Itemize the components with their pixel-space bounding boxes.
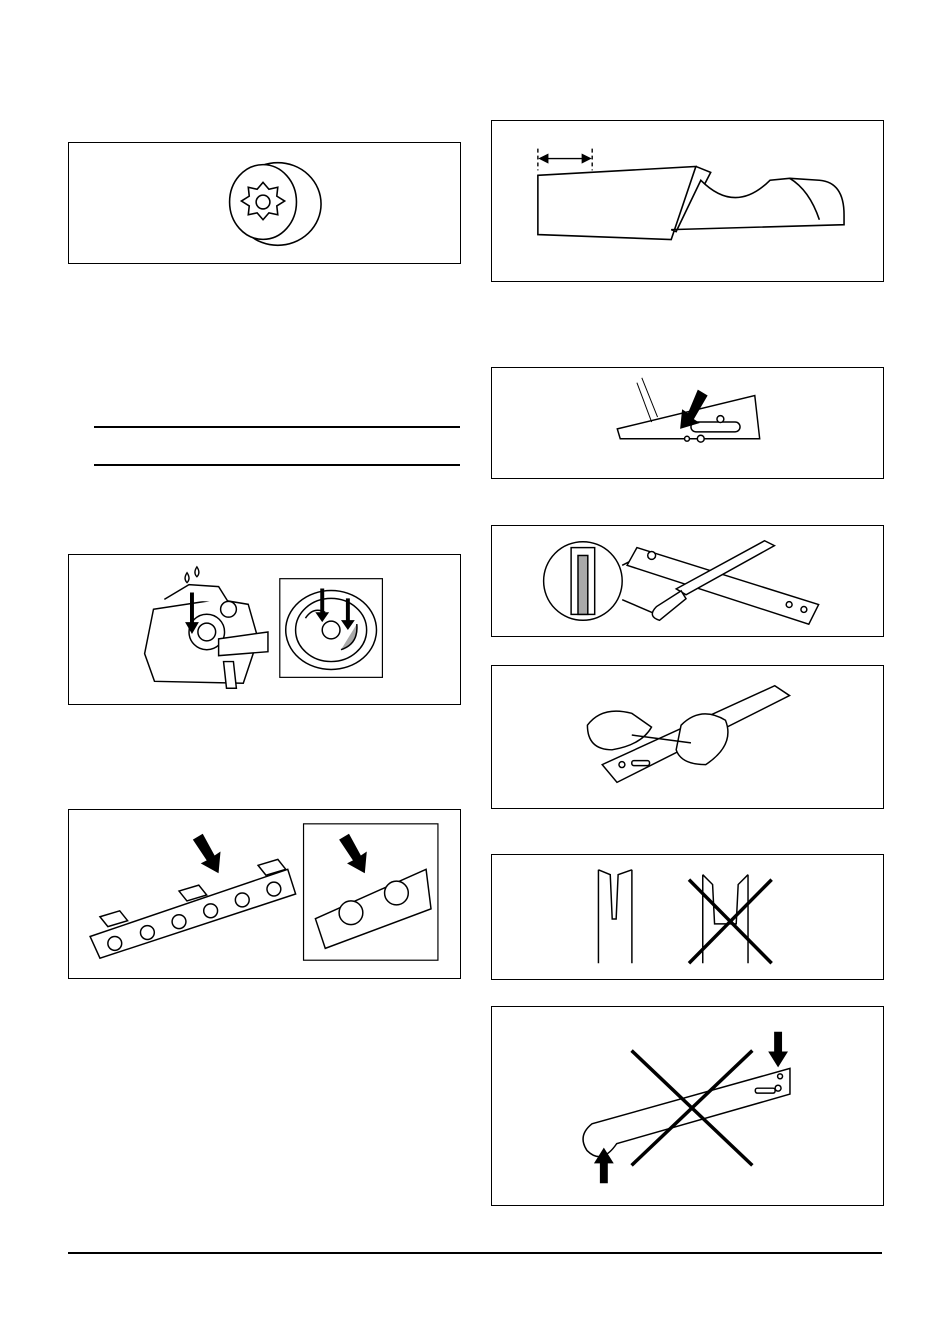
figure-chain-drive-link-wear	[68, 809, 461, 979]
note-rule-bottom	[94, 464, 460, 466]
oil-drops-icon	[185, 567, 199, 583]
rim-sprocket-drum-icon	[69, 143, 460, 263]
figure-bar-rail-deburring	[491, 665, 884, 809]
figure-bar-groove-depth-check	[491, 525, 884, 637]
figure-bar-turning-wrong	[491, 1006, 884, 1206]
cross-icon	[689, 880, 772, 964]
dimension-arrow-icon	[538, 149, 592, 171]
figure-cutter-depth-gauge	[491, 120, 884, 282]
figure-bar-rail-wear-correct-incorrect	[491, 854, 884, 980]
figure-bar-lubrication-hole	[491, 367, 884, 479]
figure-clutch-bearing-lubrication	[68, 554, 461, 705]
footer-rule	[68, 1252, 882, 1254]
figure-clutch-drum-sprocket	[68, 142, 461, 264]
note-rule-top	[94, 426, 460, 428]
